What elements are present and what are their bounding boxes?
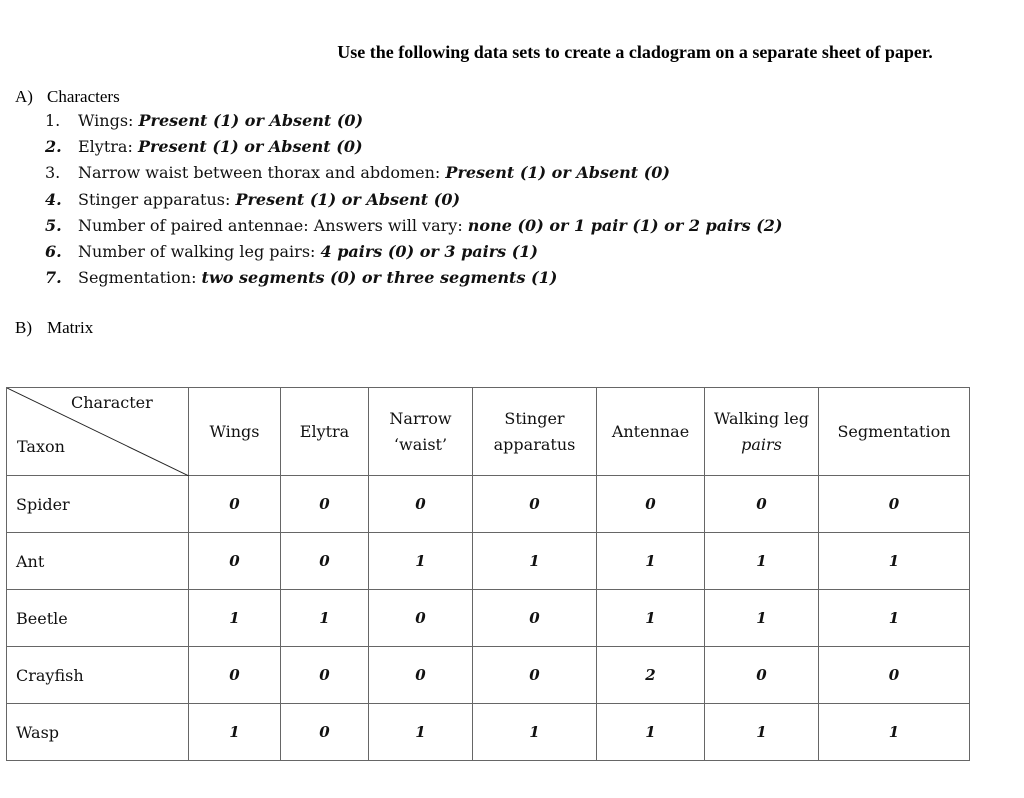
character-number: 1. xyxy=(45,111,61,130)
value-cell: 0 xyxy=(369,590,473,647)
character-label: Segmentation: xyxy=(78,268,202,288)
character-number: 3. xyxy=(45,163,61,183)
character-answer: Present (1) or Absent (0) xyxy=(137,137,363,157)
taxon-cell: Spider xyxy=(7,476,189,533)
value-cell: 1 xyxy=(597,704,705,761)
page-title: Use the following data sets to create a cladogram on a separate sheet of paper. xyxy=(337,42,933,62)
column-header-walking-leg-pairs xyxy=(705,388,819,476)
value-cell: 1 xyxy=(369,533,473,590)
matrix-header-row xyxy=(7,388,970,476)
corner-taxon-label: Taxon xyxy=(17,437,65,456)
value-cell: 0 xyxy=(819,647,970,704)
character-label: Number of paired antennae: Answers will vary: xyxy=(78,215,468,235)
character-item xyxy=(45,239,782,265)
column-header-label: Segmentation xyxy=(837,421,951,441)
character-number: 5. xyxy=(45,215,62,235)
value-cell: 1 xyxy=(189,704,281,761)
value-cell: 0 xyxy=(819,476,970,533)
character-answer: two segments (0) or three segments (1) xyxy=(201,268,558,288)
character-number: 7. xyxy=(45,268,62,288)
section-a-letter: A) xyxy=(15,87,33,106)
value-cell: 1 xyxy=(281,590,369,647)
column-header-label-line2: ‘waist’ xyxy=(393,434,448,454)
value-cell: 0 xyxy=(705,647,819,704)
column-header-antennae xyxy=(597,388,705,476)
character-number: 6. xyxy=(45,241,62,261)
matrix-corner-cell xyxy=(7,388,189,476)
value-cell: 1 xyxy=(705,590,819,647)
character-number: 4. xyxy=(45,189,62,209)
table-row xyxy=(7,533,970,590)
value-cell: 0 xyxy=(369,647,473,704)
value-cell: 1 xyxy=(473,704,597,761)
taxon-cell: Beetle xyxy=(7,590,189,647)
value-cell: 1 xyxy=(189,590,281,647)
value-cell: 0 xyxy=(189,476,281,533)
table-row xyxy=(7,704,970,761)
section-a-title: Characters xyxy=(47,87,120,106)
value-cell: 0 xyxy=(473,647,597,704)
value-cell: 0 xyxy=(473,476,597,533)
value-cell: 0 xyxy=(281,533,369,590)
column-header-elytra xyxy=(281,388,369,476)
character-answer: Present (1) or Absent (0) xyxy=(235,189,461,209)
value-cell: 1 xyxy=(369,704,473,761)
table-row xyxy=(7,476,970,533)
character-item xyxy=(45,134,782,160)
character-number: 2. xyxy=(45,137,62,157)
character-label: Wings: xyxy=(78,111,139,130)
character-answer: 4 pairs (0) or 3 pairs (1) xyxy=(320,241,538,261)
column-header-label: Stinger xyxy=(504,408,565,428)
column-header-label: Wings xyxy=(209,421,260,441)
value-cell: 1 xyxy=(819,704,970,761)
value-cell: 0 xyxy=(281,647,369,704)
character-label: Stinger apparatus: xyxy=(78,189,236,209)
character-item xyxy=(45,108,782,134)
character-answer: Present (1) or Absent (0) xyxy=(445,163,670,183)
character-item xyxy=(45,160,782,186)
taxon-cell: Wasp xyxy=(7,704,189,761)
section-b-letter: B) xyxy=(15,318,32,337)
value-cell: 1 xyxy=(597,533,705,590)
character-label: Elytra: xyxy=(78,137,138,157)
column-header-label: Elytra xyxy=(299,421,350,441)
column-header-label: Narrow xyxy=(389,408,452,428)
column-header-wings xyxy=(189,388,281,476)
value-cell: 1 xyxy=(819,533,970,590)
value-cell: 2 xyxy=(597,647,705,704)
character-item xyxy=(45,187,782,213)
character-label: Narrow waist between thorax and abdomen: xyxy=(78,163,446,183)
value-cell: 1 xyxy=(705,533,819,590)
taxon-cell: Crayfish xyxy=(7,647,189,704)
matrix-table xyxy=(6,387,970,761)
character-label: Number of walking leg pairs: xyxy=(78,241,321,261)
character-item xyxy=(45,213,782,239)
column-header-narrow-waist xyxy=(369,388,473,476)
value-cell: 1 xyxy=(473,533,597,590)
column-header-label: Antennae xyxy=(611,421,690,441)
value-cell: 0 xyxy=(597,476,705,533)
value-cell: 0 xyxy=(705,476,819,533)
taxon-cell: Ant xyxy=(7,533,189,590)
value-cell: 0 xyxy=(369,476,473,533)
section-b-heading xyxy=(15,318,93,338)
character-answer: none (0) or 1 pair (1) or 2 pairs (2) xyxy=(467,215,783,235)
value-cell: 1 xyxy=(597,590,705,647)
column-header-stinger-apparatus xyxy=(473,388,597,476)
value-cell: 0 xyxy=(189,533,281,590)
section-a-heading xyxy=(15,87,120,107)
table-row xyxy=(7,647,970,704)
section-b-title: Matrix xyxy=(47,318,94,337)
column-header-label-line2: apparatus xyxy=(493,434,576,454)
value-cell: 0 xyxy=(281,476,369,533)
value-cell: 1 xyxy=(705,704,819,761)
table-row xyxy=(7,590,970,647)
column-header-label-line2: pairs xyxy=(741,434,782,454)
column-header-segmentation xyxy=(819,388,970,476)
corner-character-label: Character xyxy=(71,393,153,412)
value-cell: 1 xyxy=(819,590,970,647)
value-cell: 0 xyxy=(189,647,281,704)
value-cell: 0 xyxy=(281,704,369,761)
characters-list xyxy=(45,108,782,291)
value-cell: 0 xyxy=(473,590,597,647)
character-item xyxy=(45,265,782,291)
column-header-label: Walking leg xyxy=(714,408,809,428)
character-answer: Present (1) or Absent (0) xyxy=(138,111,364,130)
